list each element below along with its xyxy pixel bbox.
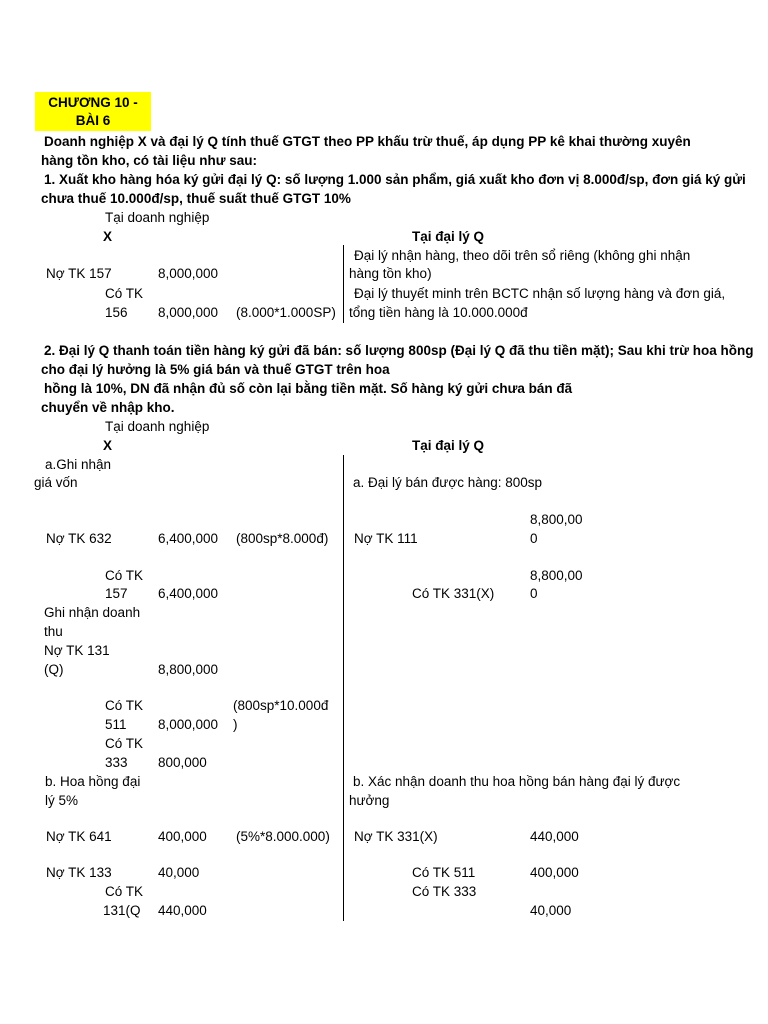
intro-line2: hàng tồn kho, có tài liệu như sau: bbox=[41, 153, 258, 168]
part2-line4: chuyển về nhập kho. bbox=[41, 400, 175, 415]
p2-co511-note1: (800sp*10.000đ bbox=[233, 698, 329, 713]
p2-no641: Nợ TK 641 bbox=[46, 829, 112, 844]
p2-co333: 333 bbox=[105, 755, 128, 770]
p2-co331x: Có TK 331(X) bbox=[412, 586, 495, 601]
p2-co333-amount: 800,000 bbox=[158, 755, 207, 770]
chapter-heading-line2: BÀI 6 bbox=[75, 113, 111, 128]
p2-left-header-x: X bbox=[103, 438, 113, 453]
part1-line1: 1. Xuất kho hàng hóa ký gửi đại lý Q: số lượng 1.000 sản phẩm, giá xuất kho đơn vị 8.000đ/sp, đơn giá ký gửi bbox=[44, 172, 746, 187]
p2-q-co333-amount: 40,000 bbox=[530, 903, 572, 918]
part2-line2: cho đại lý hưởng là 5% giá bán và thuế GTGT trên hoa bbox=[41, 362, 390, 377]
p2-left-header: Tại doanh nghiệp bbox=[105, 419, 210, 434]
p2-no331x: Nợ TK 331(X) bbox=[354, 829, 438, 844]
p1-left-header-x: X bbox=[103, 229, 113, 244]
p2-no133: Nợ TK 133 bbox=[46, 865, 112, 880]
p2-q-co333: Có TK 333 bbox=[412, 884, 477, 899]
p2-q-amt-111-a: 8,800,00 bbox=[530, 512, 583, 527]
p2-dt-label2: thu bbox=[44, 624, 63, 639]
p1-right-header: Tại đại lý Q bbox=[412, 229, 485, 244]
p1-no157: Nợ TK 157 bbox=[46, 266, 112, 281]
p2-b-label1: b. Hoa hồng đại bbox=[45, 774, 141, 789]
p2-q-amt-331-b: 0 bbox=[530, 586, 538, 601]
p1-q-note1a: Đại lý nhận hàng, theo dõi trên sổ riêng (không ghi nhận bbox=[354, 248, 691, 263]
chapter-heading-line1: CHƯƠNG 10 - bbox=[48, 95, 138, 110]
p2-q-b2: hưởng bbox=[349, 793, 390, 808]
p2-co131q: 131(Q bbox=[103, 903, 141, 918]
p2-no641-note: (5%*8.000.000) bbox=[236, 829, 330, 844]
p2-co131q-amount: 440,000 bbox=[158, 903, 207, 918]
p2-divider bbox=[343, 455, 344, 921]
p2-no133-amount: 40,000 bbox=[158, 865, 200, 880]
p1-q-note1b: hàng tồn kho) bbox=[349, 266, 432, 281]
p1-divider bbox=[343, 245, 344, 323]
p1-q-note2b: tổng tiền hàng là 10.000.000đ bbox=[349, 305, 528, 320]
p2-q-co511-amount: 400,000 bbox=[530, 865, 579, 880]
p2-no632-amount: 6,400,000 bbox=[158, 531, 219, 546]
chapter-heading bbox=[35, 92, 151, 131]
intro-line1: Doanh nghiệp X và đại lý Q tính thuế GTGT theo PP khấu trừ thuế, áp dụng PP kê khai thường xuyên bbox=[44, 134, 691, 149]
part2-line3: hồng là 10%, DN đã nhận đủ số còn lại bằng tiền mặt. Số hàng ký gửi chưa bán đã bbox=[44, 381, 573, 396]
p2-dt-label1: Ghi nhận doanh bbox=[44, 605, 141, 620]
part1-line2: chưa thuế 10.000đ/sp, thuế suất thuế GTGT 10% bbox=[41, 191, 351, 206]
p1-co156-amount: 8,000,000 bbox=[158, 305, 219, 320]
p1-co-tk: Có TK bbox=[105, 286, 144, 301]
p2-co-tk-333: Có TK bbox=[105, 736, 144, 751]
p2-co511-note2: ) bbox=[233, 717, 238, 732]
p1-q-note2a: Đại lý thuyết minh trên BCTC nhận số lượng hàng và đơn giá, bbox=[354, 286, 726, 301]
p2-no131-label2: (Q) bbox=[44, 662, 64, 677]
p2-q-amt-111-b: 0 bbox=[530, 531, 538, 546]
p2-right-header: Tại đại lý Q bbox=[412, 438, 485, 453]
p2-q-b1: b. Xác nhận doanh thu hoa hồng bán hàng đại lý được bbox=[353, 774, 681, 789]
p2-q-a: a. Đại lý bán được hàng: 800sp bbox=[353, 475, 543, 490]
p2-a-label1: a.Ghi nhận bbox=[45, 457, 112, 472]
p2-co157: 157 bbox=[105, 586, 128, 601]
p2-no632-note: (800sp*8.000đ) bbox=[236, 531, 329, 546]
p2-no632: Nợ TK 632 bbox=[46, 531, 112, 546]
p2-co157-amount: 6,400,000 bbox=[158, 586, 219, 601]
p2-b-label2: lý 5% bbox=[45, 793, 79, 808]
p2-co-tk-157: Có TK bbox=[105, 568, 144, 583]
p2-q-co511: Có TK 511 bbox=[412, 865, 476, 880]
p2-no131-label1: Nợ TK 131 bbox=[44, 643, 110, 658]
p1-co156-note: (8.000*1.000SP) bbox=[236, 305, 336, 320]
p2-q-amt-331-a: 8,800,00 bbox=[530, 568, 583, 583]
p1-no157-amount: 8,000,000 bbox=[158, 266, 219, 281]
p1-co156: 156 bbox=[105, 305, 128, 320]
p2-co-tk-131: Có TK bbox=[105, 884, 144, 899]
p2-co511-amount: 8,000,000 bbox=[158, 717, 219, 732]
p1-left-header: Tại doanh nghiệp bbox=[105, 210, 210, 225]
part2-line1: 2. Đại lý Q thanh toán tiền hàng ký gửi đã bán: số lượng 800sp (Đại lý Q đã thu tiền mặt); Sau khi trừ hoa hồng bbox=[44, 343, 754, 358]
p2-no111: Nợ TK 111 bbox=[354, 531, 418, 546]
p2-no131-amount: 8,800,000 bbox=[158, 662, 219, 677]
p2-co-tk-511: Có TK bbox=[105, 698, 144, 713]
p2-a-label2: giá vốn bbox=[34, 475, 78, 490]
p2-no331x-amount: 440,000 bbox=[530, 829, 579, 844]
p2-co511: 511 bbox=[105, 717, 127, 732]
p2-no641-amount: 400,000 bbox=[158, 829, 207, 844]
